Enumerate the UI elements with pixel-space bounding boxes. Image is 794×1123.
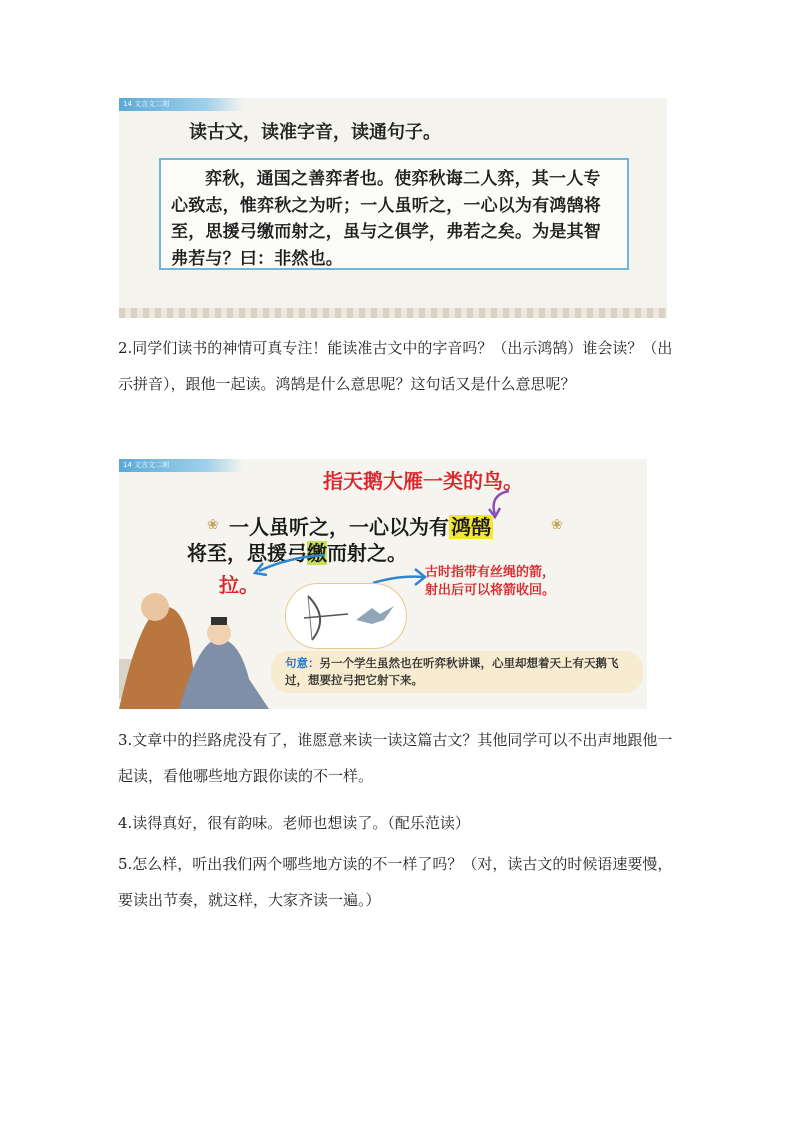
slide-tag: 14 文言文二则 [119, 98, 243, 111]
slide-image-vocabulary [119, 459, 647, 709]
paragraph-2: 2.同学们读书的神情可真专注！能读准古文中的字音吗？（出示鸿鹄）谁会读？（出示拼音），跟他一起读。鸿鹄是什么意思呢？这句话又是什么意思呢？ [118, 339, 673, 393]
ornament-icon: ❀ [207, 517, 219, 533]
note-zhuo: 古时指带有丝绳的箭， 射出后可以将箭收回。 [425, 565, 556, 598]
paragraph-4: 4.读得真好，很有韵味。老师也想读了。（配乐范读） [118, 814, 470, 832]
slide-image-reading [119, 98, 667, 318]
bow-and-goose-icon [286, 584, 406, 648]
meaning-label: 句意： [285, 656, 320, 670]
slide-heading: 读古文，读准字音，读通句子。 [189, 122, 441, 143]
arrow-left-icon [249, 551, 329, 581]
passage-text: 弈秋，通国之善弈者也。使弈秋诲二人弈，其一人专心致志，惟弈秋之为听；一人虽听之，一心以为有鸿鹄将至，思援弓缴而射之，虽与之俱学，弗若之矣。为是其智弗若与？曰：非然也。 [171, 169, 601, 269]
highlight-zhuo: 缴 [307, 541, 327, 565]
paragraph-3: 3.文章中的拦路虎没有了，谁愿意来读一读这篇古文？其他同学可以不出声地跟他一起读，看他哪些地方跟你读的不一样。 [118, 731, 673, 785]
note-la: 拉。 [219, 573, 259, 597]
ancient-figures-illustration [119, 579, 289, 709]
slide-tag: 14 文言文二则 [119, 459, 243, 472]
sentence-line-2: 将至，思援弓缴而射之。 [187, 541, 407, 565]
passage-box [159, 158, 629, 270]
decorative-border [119, 308, 667, 318]
highlight-honghu: 鸿鹄 [451, 515, 491, 539]
thought-bubble [285, 583, 407, 649]
sentence-meaning-box [271, 651, 643, 693]
note-honghu: 指天鹅大雁一类的鸟。 [323, 469, 523, 493]
sentence-line-1: 一人虽听之，一心以为有 鸿鹄 [229, 515, 491, 539]
paragraph-5: 5.怎么样，听出我们两个哪些地方读的不一样了吗？（对，读古文的时候语速要慢，要读出节奏，就这样，大家齐读一遍。） [118, 855, 673, 909]
meaning-text: 另一个学生虽然也在听弈秋讲课，心里却想着天上有天鹅飞过，想要拉弓把它射下来。 [285, 656, 619, 687]
ornament-icon: ❀ [551, 517, 563, 533]
